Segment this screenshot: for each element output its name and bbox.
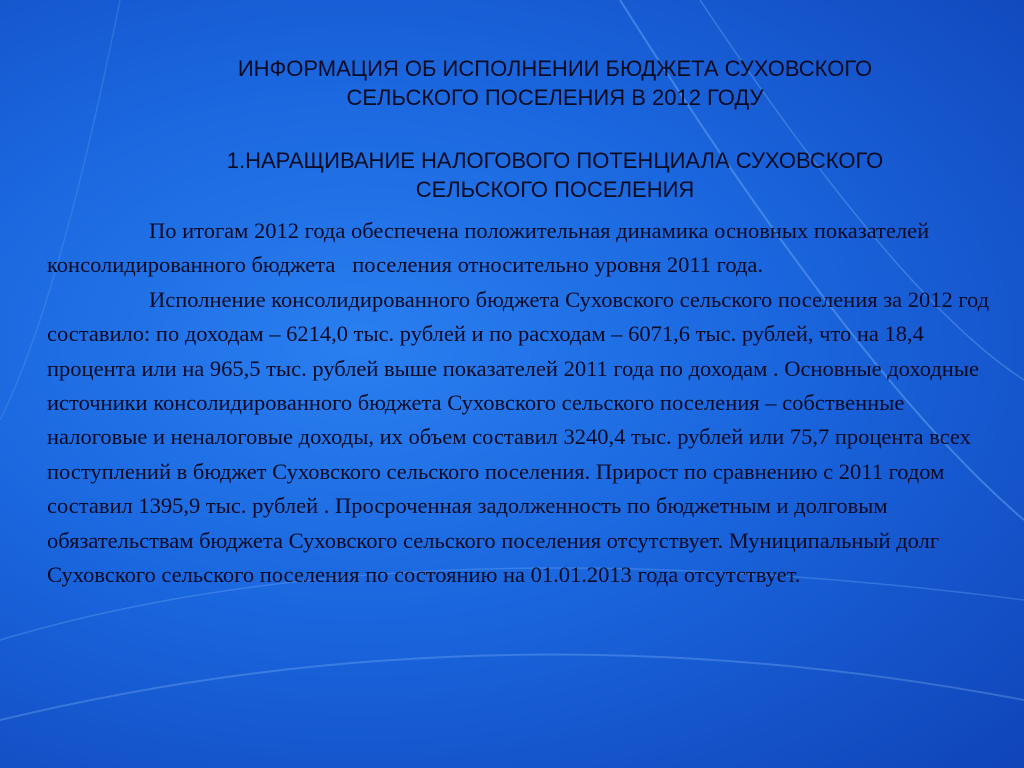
body-text bbox=[47, 214, 997, 592]
paragraph-2: Исполнение консолидированного бюджета Суховского сельского поселения за 2012 год составило: по доходам – 6214,0 тыс. рублей и по расходам – 6071,6 тыс. рублей, что на 18,4 процента или на 965,5 тыс. рублей выше показателей 2011 года по доходам . Основные доходные источники консолидированного бюджета Суховского сельского поселения – собственные налоговые и неналоговые доходы, их объем составил 3240,4 тыс. рублей или 75,7 процента всех поступлений в бюджет Суховского сельского поселения. Прирост по сравнению с 2011 годом составил 1395,9 тыс. рублей . Просроченная задолженность по бюджетным и долговым обязательствам бюджета Суховского сельского поселения отсутствует. Муниципальный долг Суховского сельского поселения по состоянию на 01.01.2013 года отсутствует. bbox=[47, 286, 995, 588]
title-line-2: СЕЛЬСКОГО ПОСЕЛЕНИЯ В 2012 ГОДУ bbox=[346, 85, 764, 110]
title-line-1: ИНФОРМАЦИЯ ОБ ИСПОЛНЕНИИ БЮДЖЕТА СУХОВСКОГО bbox=[237, 56, 873, 81]
paragraph-1: По итогам 2012 года обеспечена положительная динамика основных показателей консолидированного бюджета поселения относительно уровня 2011 года. bbox=[47, 218, 947, 278]
section-line-2: СЕЛЬСКОГО ПОСЕЛЕНИЯ bbox=[415, 177, 695, 202]
slide-title bbox=[150, 54, 960, 112]
section-line-1: 1.НАРАЩИВАНИЕ НАЛОГОВОГО ПОТЕНЦИАЛА СУХОВСКОГО bbox=[226, 148, 884, 173]
section-heading bbox=[150, 146, 960, 204]
